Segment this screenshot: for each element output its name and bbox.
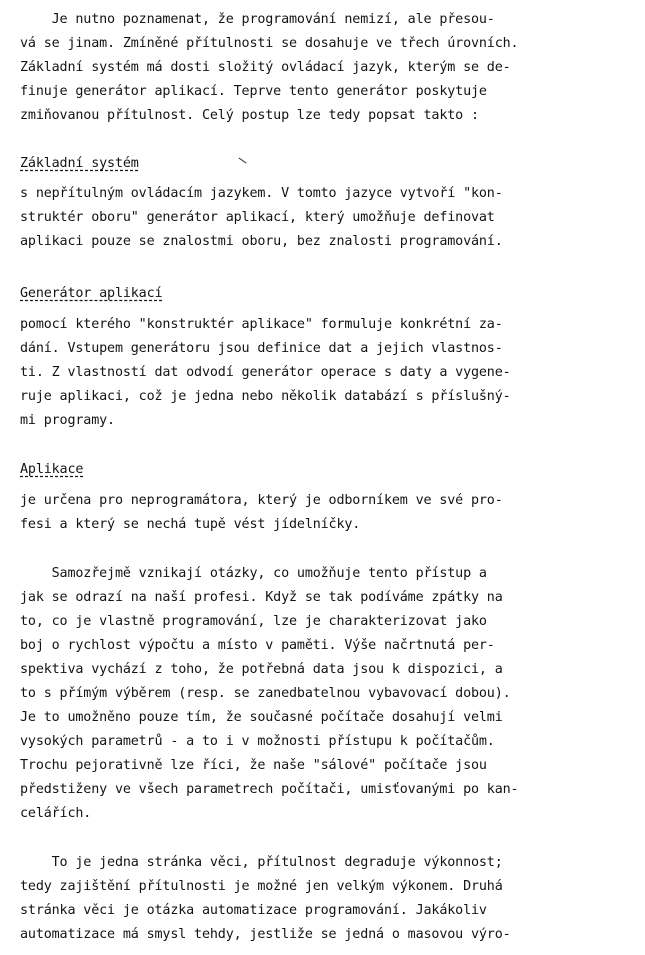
text-line: je určena pro neprogramátora, který je odborníkem ve své pro- <box>20 493 503 508</box>
text-line: Je nutno poznamenat, že programování nemizí, ale přesou- <box>20 12 495 27</box>
text-line: spektiva vychází z toho, že potřebná data jsou k dispozici, a <box>20 662 503 677</box>
text-line: jak se odrazí na naší profesi. Když se tak podíváme zpátky na <box>20 590 503 605</box>
text-line: ti. Z vlastností dat odvodí generátor operace s daty a vygene- <box>20 365 511 380</box>
section-heading-aplikace: Aplikace <box>20 462 84 477</box>
text-line: Trochu pejorativně lze říci, že naše "sálové" počítače jsou <box>20 758 487 773</box>
text-line: Je to umožněno pouze tím, že současné počítače dosahují velmi <box>20 710 503 725</box>
section-heading-zakladni-system: Základní systém <box>20 156 139 171</box>
text-line: celářích. <box>20 806 92 821</box>
stray-mark <box>239 158 247 164</box>
text-line: Základní systém má dosti složitý ovládací jazyk, kterým se de- <box>20 60 511 75</box>
text-line: fesi a který se nechá tupě vést jídelníčky. <box>20 517 361 532</box>
text-line: zmiňovanou přítulnost. Celý postup lze tedy popsat takto : <box>20 108 479 123</box>
text-line: To je jedna stránka věci, přítulnost degraduje výkonnost; <box>20 855 503 870</box>
text-line: boj o rychlost výpočtu a místo v paměti. Výše načrtnutá per- <box>20 638 495 653</box>
text-line: Samozřejmě vznikají otázky, co umožňuje tento přístup a <box>20 566 487 581</box>
text-line: stránka věci je otázka automatizace programování. Jakákoliv <box>20 903 487 918</box>
text-line: automatizace má smysl tehdy, jestliže se jedná o masovou výro- <box>20 927 511 942</box>
text-line: vysokých parametrů - a to i v možnosti přístupu k počítačům. <box>20 734 495 749</box>
text-line: mi programy. <box>20 413 115 428</box>
text-line: s nepřítulným ovládacím jazykem. V tomto jazyce vytvoří "kon- <box>20 186 503 201</box>
section-heading-generator-aplikaci: Generátor aplikací <box>20 286 163 301</box>
text-line: struktér oboru" generátor aplikací, který umožňuje definovat <box>20 210 495 225</box>
text-line: to, co je vlastně programování, lze je charakterizovat jako <box>20 614 487 629</box>
text-line: tedy zajištění přítulnosti je možné jen velkým výkonem. Druhá <box>20 879 503 894</box>
text-line: pomocí kterého "konstruktér aplikace" formuluje konkrétní za- <box>20 317 503 332</box>
text-line: vá se jinam. Zmíněné přítulnosti se dosahuje ve třech úrovních. <box>20 36 519 51</box>
text-line: to s přímým výběrem (resp. se zanedbatelnou vybavovací dobou). <box>20 686 511 701</box>
text-line: dání. Vstupem generátoru jsou definice dat a jejich vlastnos- <box>20 341 503 356</box>
text-line: finuje generátor aplikací. Teprve tento generátor poskytuje <box>20 84 487 99</box>
text-line: předstiženy ve všech parametrech počítači, umisťovanými po kan- <box>20 782 519 797</box>
text-line: ruje aplikaci, což je jedna nebo několik databází s příslušný- <box>20 389 511 404</box>
text-line: aplikaci pouze se znalostmi oboru, bez znalosti programování. <box>20 234 503 249</box>
